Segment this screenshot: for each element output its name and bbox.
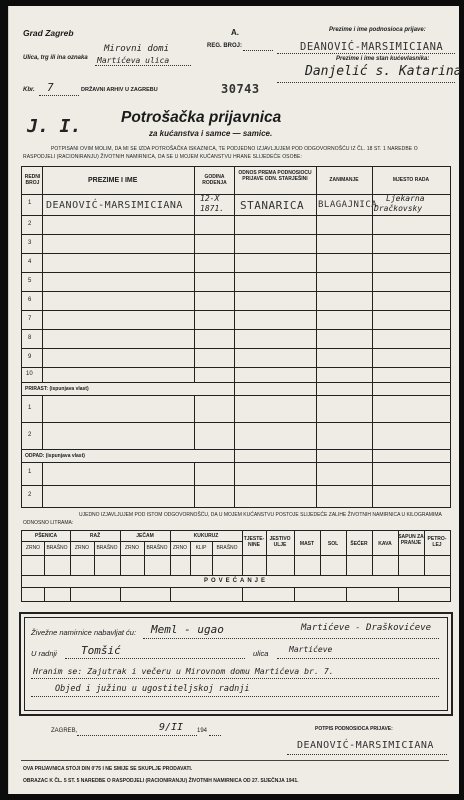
reg-line <box>243 50 273 51</box>
registration-number: 30743 <box>221 82 260 96</box>
stock-sub-header: ZRNO <box>25 545 41 551</box>
col-header-occupation: ZANIMANJE <box>329 177 359 183</box>
owner-value: Danjelić s. Katarina <box>305 64 462 79</box>
section-letter: A. <box>231 28 239 37</box>
col-header-workplace: MJESTO RADA <box>392 177 430 183</box>
stock-other-header: KAVA <box>378 541 392 547</box>
col-header-number: REDNI BROJ <box>24 174 41 186</box>
sign-line <box>287 754 447 755</box>
members-table <box>21 166 451 508</box>
col-header-relation: ODNOS PREMA PODNOSIOCU PRIJAVE ODN. STARJEŠINI <box>238 170 312 182</box>
col-header-birth: GODINA RODENJA <box>202 174 227 186</box>
stock-sub-header: ZRNO <box>172 545 188 551</box>
member-name: DEANOVIĆ-MARSIMICIANA <box>46 200 183 211</box>
street-value-1: Mirovni domi <box>104 44 170 54</box>
member-occupation: BLAGAJNICA <box>318 200 378 210</box>
kbr-label: Kbr. <box>23 87 35 93</box>
food-value-1: Meml - ugao <box>151 623 224 636</box>
member-relation: STANARICA <box>240 199 305 212</box>
kbr-line <box>39 95 79 96</box>
stock-sub-header: ZRNO <box>74 545 90 551</box>
work-label: U radnji <box>31 649 57 658</box>
stock-declaration: UJEDNO IZJAVLJUJEM POD ISTOM ODGOVORNOŠĆU, DA U MOJEM KUĆANSTVU POSTOJE SLIJEDEĆE ZALIHE ŽIVOTNIH NAMIRNICA U KILOGRAMIMA ODNOSNO LITRAMA: <box>23 512 442 526</box>
row-number: 9 <box>28 354 32 360</box>
surname-value: DEANOVIĆ-MARSIMICIANA <box>300 41 444 53</box>
stock-sub-header: BRAŠNO <box>216 545 238 551</box>
stock-other-header: SOL <box>327 541 339 547</box>
odpad-label: ODPAD: (ispunjava vlast) <box>25 453 85 459</box>
food-value-2: Martićeve - Draškovićeve <box>301 623 432 633</box>
row-number: 10 <box>26 371 33 377</box>
stock-sub-header: KLIP <box>195 545 207 551</box>
row-number: 3 <box>28 240 32 246</box>
member-birth-year: 1871. <box>200 204 225 213</box>
stock-table <box>21 530 451 602</box>
street-label: Ulica, trg ili ina oznaka <box>23 55 88 61</box>
odpad-row: 1 <box>28 469 32 475</box>
purchase-box <box>19 612 453 716</box>
street-line <box>95 65 191 66</box>
city-heading: Grad Zagreb <box>23 28 74 38</box>
row-number: 8 <box>28 335 32 341</box>
form-title: Potrošačka prijavnica <box>121 109 282 126</box>
odpad-row: 2 <box>28 492 32 498</box>
row-number: 4 <box>28 259 32 265</box>
row-number: 2 <box>28 221 32 227</box>
sign-label: POTPIS PODNOSIOCA PRIJAVE: <box>315 726 393 732</box>
street-label-2: ulica <box>253 649 269 658</box>
meals-note-2: Objed i južinu u ugostiteljskoj radnji <box>55 684 250 694</box>
stock-other-header: TJESTE-NINE <box>243 536 265 548</box>
member-workplace-2: Dračkovsky <box>374 204 423 213</box>
stock-sub-header: BRAŠNO <box>96 545 118 551</box>
note-line-1 <box>31 678 439 679</box>
stock-other-header: PETRO-LEJ <box>427 536 447 548</box>
stock-other-header: MAST <box>299 541 315 547</box>
food-label: Živežne namirnice nabavljat ću: <box>31 628 137 637</box>
reg-label: REG. BROJ: <box>207 43 243 49</box>
row-number: 5 <box>28 278 32 284</box>
footer-city: ZAGREB, <box>51 728 78 734</box>
stock-group-header: PŠENICA <box>34 533 58 539</box>
stock-other-header: SAPUN ZA PRANJE <box>398 534 424 546</box>
row-number: 1 <box>28 200 32 206</box>
row-number: 7 <box>28 316 32 322</box>
stock-group-header: RAŽ <box>89 533 101 539</box>
food-line <box>143 638 439 639</box>
street-value-3: Martićeve <box>289 645 333 654</box>
note-line-2 <box>31 696 439 697</box>
work-value: Tomšić <box>81 644 121 657</box>
prirast-row: 2 <box>28 432 32 438</box>
stock-group-header: KUKURUZ <box>193 533 219 539</box>
col-header-name: PREZIME I IME <box>88 177 138 184</box>
footer-year: 194 <box>197 728 208 734</box>
increase-label: POVEĆANJE <box>203 578 268 584</box>
member-birth-day: 12-X <box>200 194 220 203</box>
declaration-text: POTPISANI OVIM MOLIM, DA MI SE IZDA POTROŠAČKA ISKAZNICA, TE PODJEDNO IZJAVLJUJEM POD ODGOVORNOŠĆU IZ ČL. 18 ST. 1 NAREDBE O RASPODJELI (RACIONIRANJU) ŽIVOTNIH NAMIRNICA, DA SE U MOJEM KUĆANSTVU HRANE SLIJEDEĆE OSOBE: <box>23 146 418 160</box>
footer-date: 9/II <box>159 722 184 733</box>
date-line <box>77 735 197 736</box>
stock-sub-header: BRAŠNO <box>146 545 168 551</box>
stock-group-header: JEČAM <box>136 533 154 539</box>
surname-line <box>277 53 455 54</box>
stock-other-header: JESTIVO ULJE <box>269 536 291 548</box>
street-line-2 <box>277 658 439 659</box>
margin-mark: J. I. <box>27 116 82 137</box>
archive-stamp: DRŽAVNI ARHIV U ZAGREBU <box>81 87 158 93</box>
prirast-label: PRIRAST: (ispunjava vlast) <box>25 386 89 392</box>
stock-sub-header: ZRNO <box>124 545 140 551</box>
signature-value: DEANOVIĆ-MARSIMICIANA <box>297 740 434 751</box>
street-value-2: Martićeva ulica <box>97 56 170 65</box>
stock-sub-header: BRAŠNO <box>46 545 68 551</box>
year-line <box>209 735 221 736</box>
form-subtitle: za kućanstva i samce — samice. <box>149 129 273 138</box>
owner-line <box>277 82 455 83</box>
surname-label: Prezime i ime podnosioca prijave: <box>329 27 426 33</box>
footer-note-2: OBRAZAC K ČL. 5 ST. 5 NAREDBE O RASPODJELI (RACIONIRANJU) ŽIVOTNIH NAMIRNICA OD 27. SIJEČNJA 1941. <box>23 778 299 784</box>
footer-note-1: OVA PRIJAVNICA STOJI DIN 0'75 I NE SMIJE SE SKUPLJE PRODAVATI. <box>23 766 193 772</box>
stock-other-header: ŠEĆER <box>350 541 368 547</box>
document-page <box>8 6 462 794</box>
member-workplace-1: Ljekarna <box>386 194 425 203</box>
meals-note-1: Hranim se: Zajutrak i večeru u Mirovnom domu Martićeva br. 7. <box>33 666 334 676</box>
kbr-value: 7 <box>47 81 54 94</box>
work-line <box>65 658 245 659</box>
prirast-row: 1 <box>28 405 32 411</box>
row-number: 6 <box>28 297 32 303</box>
owner-label: Prezime i ime stan kućevlasnika: <box>336 56 430 62</box>
